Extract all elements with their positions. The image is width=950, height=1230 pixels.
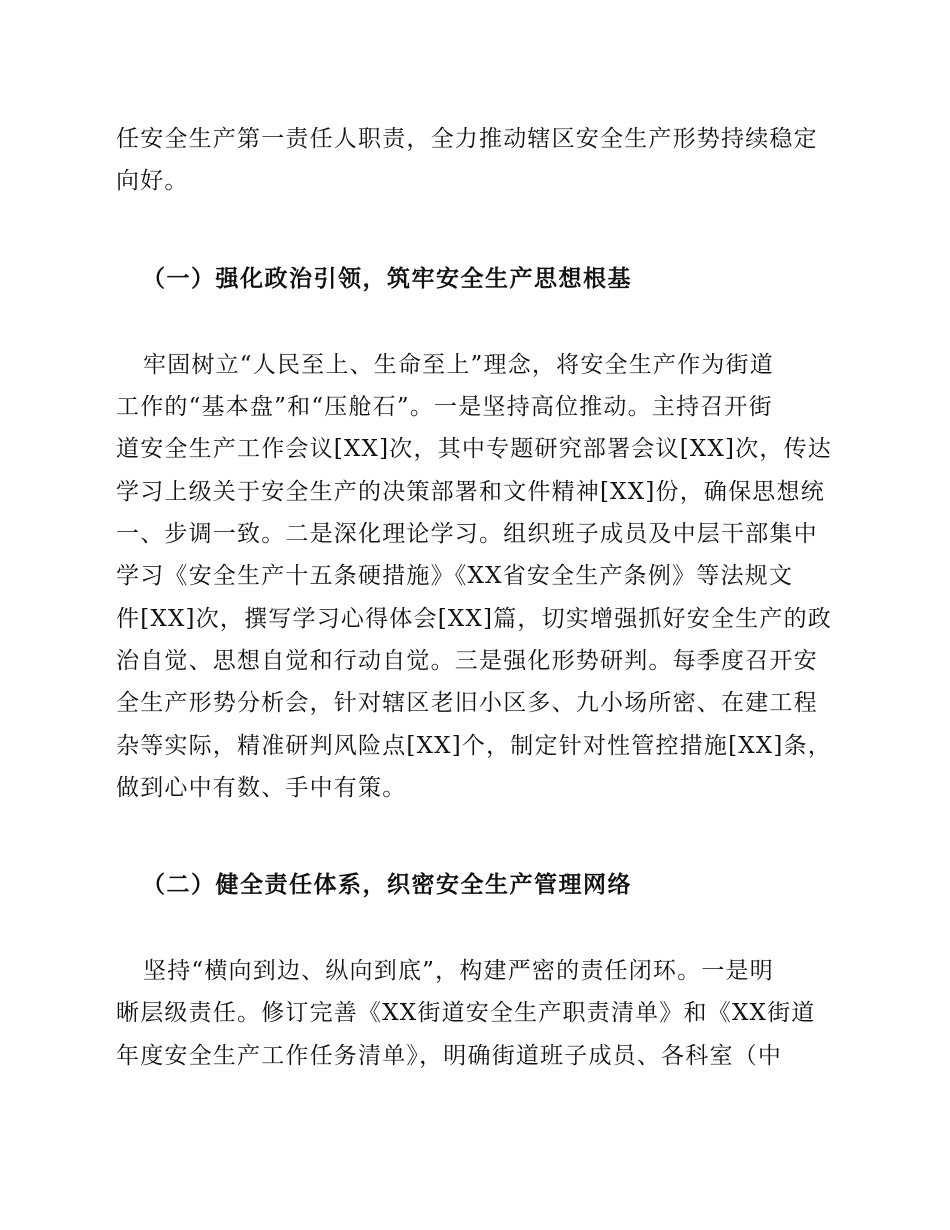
paragraph-line: 坚持“横向到边、纵向到底”，构建严密的责任闭环。一是明 [143,958,774,984]
paragraph-line: 工作的“基本盘”和“压舱石”。一是坚持高位推动。主持召开街 [116,394,773,420]
paragraph-line: 晰层级责任。修订完善《XX街道安全生产职责清单》和《XX街道 [116,1000,816,1026]
paragraph-line: 道安全生产工作会议[XX]次，其中专题研究部署会议[XX]次，传达 [116,436,832,462]
intro-line: 向好。 [116,168,189,194]
paragraph-line: 杂等实际，精准研判风险点[XX]个，制定针对性管控措施[XX]条， [116,733,832,759]
paragraph-line: 全生产形势分析会，针对辖区老旧小区多、九小场所密、在建工程 [116,690,818,716]
paragraph-line: 牢固树立“人民至上、生命至上”理念，将安全生产作为街道 [143,352,774,378]
intro-line: 任安全生产第一责任人职责，全力推动辖区安全生产形势持续稳定 [116,126,818,152]
paragraph-line: 件[XX]次，撰写学习心得体会[XX]篇，切实增强抓好安全生产的政 [116,606,832,632]
section-heading-1: （一）强化政治引领，筑牢安全生产思想根基 [142,265,632,292]
paragraph-line: 治自觉、思想自觉和行动自觉。三是强化形势研判。每季度召开安 [116,648,818,674]
section-heading-2: （二）健全责任体系，织密安全生产管理网络 [142,871,632,898]
paragraph-line: 年度安全生产工作任务清单》，明确街道班子成员、各科室（中 [116,1043,783,1069]
paragraph-line: 学习上级关于安全生产的决策部署和文件精神[XX]份，确保思想统 [116,479,825,505]
paragraph-line: 做到心中有数、手中有策。 [116,775,407,801]
paragraph-line: 一、步调一致。二是深化理论学习。组织班子成员及中层干部集中 [116,521,818,547]
paragraph-line: 学习《安全生产十五条硬措施》《XX省安全生产条例》等法规文 [116,563,794,589]
